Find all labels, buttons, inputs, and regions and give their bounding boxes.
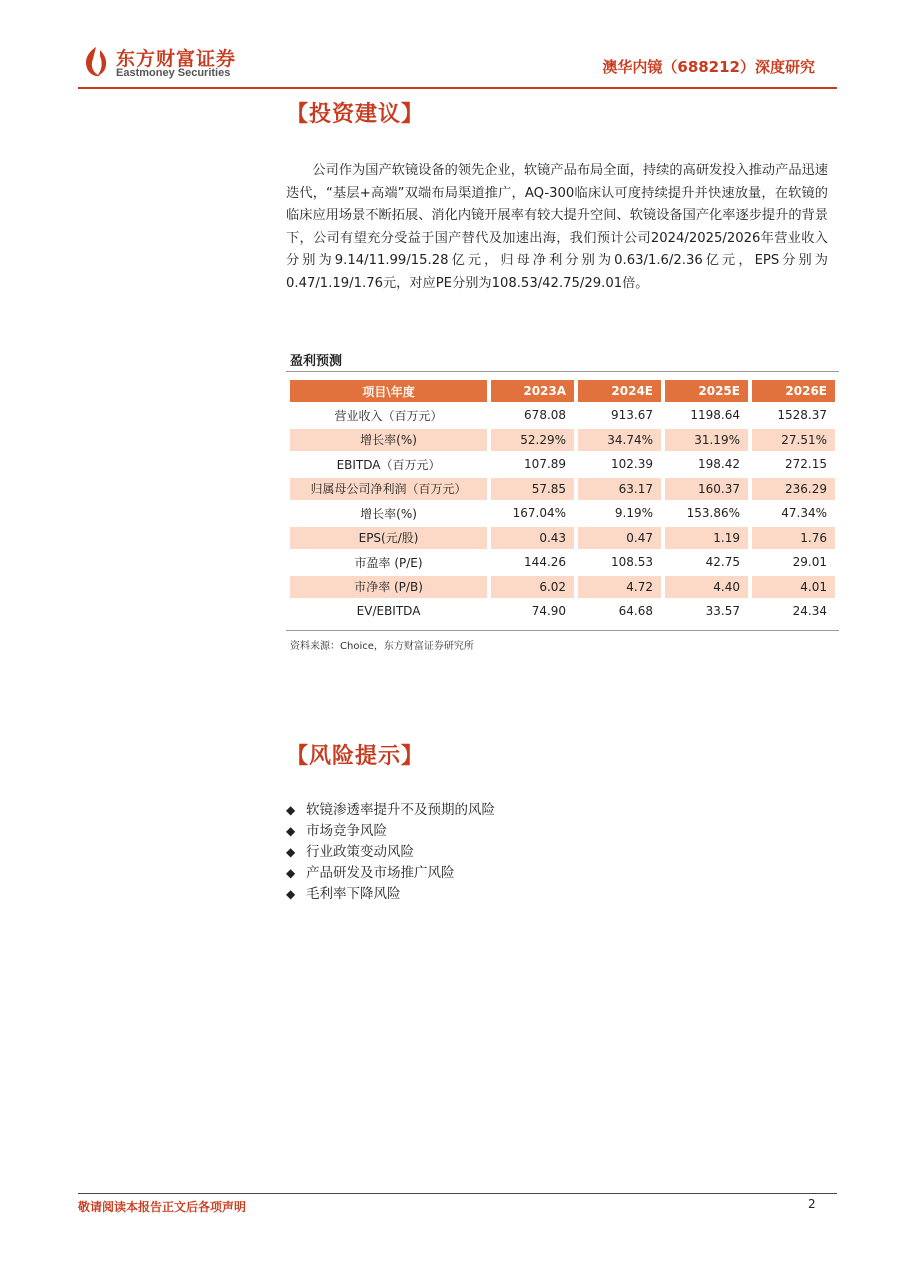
table-cell: 4.40: [665, 576, 748, 599]
table-source-note: 资料来源：Choice，东方财富证券研究所: [290, 641, 474, 652]
header-cell-2024e: 2024E: [578, 380, 661, 402]
header-cell-2025e: 2025E: [665, 380, 748, 402]
table-cell: 167.04%: [512, 506, 567, 521]
table-cell: 153.86%: [686, 506, 740, 521]
row-label: EPS(元/股): [290, 527, 487, 550]
table-cell: 236.29: [752, 478, 835, 501]
investment-section-title: 【投资建议】: [286, 102, 425, 127]
table-caption: 盈利预测: [290, 354, 343, 369]
table-cell: 42.75: [705, 555, 740, 570]
logo-chinese-text: 东方财富证券: [116, 48, 237, 70]
risk-item-text: 毛利率下降风险: [306, 886, 401, 902]
table-cell: 4.01: [752, 576, 835, 599]
list-item: [286, 863, 495, 884]
table-cell: 29.01: [792, 555, 827, 570]
table-cell: 24.34: [792, 604, 827, 619]
diamond-bullet-icon: ◆: [286, 887, 296, 901]
table-row-pe: [290, 551, 835, 574]
table-cell: 1.19: [665, 527, 748, 550]
earnings-forecast-table: [286, 378, 839, 625]
table-cell: 160.37: [665, 478, 748, 501]
disclaimer-note: 敬请阅读本报告正文后各项声明: [78, 1200, 247, 1214]
table-row-pb: [290, 576, 835, 599]
table-cell: 27.51%: [752, 429, 835, 452]
table-cell: 64.68: [618, 604, 654, 619]
risk-item-text: 产品研发及市场推广风险: [306, 865, 455, 881]
row-label: 增长率(%): [290, 429, 487, 452]
table-cell: 9.19%: [614, 506, 654, 521]
logo-english-text: Eastmoney Securities: [116, 67, 231, 79]
header-cell-item: 项目\年度: [290, 380, 487, 402]
table-row-profit-growth: [290, 502, 835, 525]
list-item: [286, 842, 495, 863]
diamond-bullet-icon: ◆: [286, 803, 296, 817]
row-label: EV/EBITDA: [356, 604, 421, 619]
table-cell: 1.76: [752, 527, 835, 550]
table-cell: 1198.64: [690, 408, 740, 423]
risk-section-title: 【风险提示】: [286, 744, 425, 769]
company-logo: [78, 42, 268, 82]
table-cell: 108.53: [611, 555, 654, 570]
table-cell: 0.47: [578, 527, 661, 550]
row-label: 归属母公司净利润（百万元）: [290, 478, 487, 501]
table-cell: 34.74%: [578, 429, 661, 452]
table-cell: 63.17: [578, 478, 661, 501]
list-item: [286, 821, 495, 842]
table-cell: 1528.37: [777, 408, 827, 423]
diamond-bullet-icon: ◆: [286, 824, 296, 838]
row-label: EBITDA（百万元）: [336, 457, 441, 472]
table-cell: 33.57: [705, 604, 740, 619]
risk-item-text: 软镜渗透率提升不及预期的风险: [306, 802, 495, 818]
header-divider: [78, 87, 837, 89]
diamond-bullet-icon: ◆: [286, 845, 296, 859]
table-cell: 107.89: [524, 457, 567, 472]
header-cell-2023a: 2023A: [491, 380, 574, 402]
eastmoney-logo-icon: [78, 44, 114, 80]
table-cell: 678.08: [524, 408, 567, 423]
table-cell: 52.29%: [491, 429, 574, 452]
row-label: 营业收入（百万元）: [334, 408, 443, 423]
footer-divider: [78, 1193, 837, 1194]
table-cell: 198.42: [697, 457, 740, 472]
table-cell: 144.26: [524, 555, 567, 570]
table-cell: 272.15: [785, 457, 827, 472]
table-cell: 31.19%: [665, 429, 748, 452]
investment-paragraph: 公司作为国产软镜设备的领先企业，软镜产品布局全面，持续的高研发投入推动产品迅速迭代，“基层+高端”双端布局渠道推广，AQ-300临床认可度持续提升并快速放量，在软镜的临床应用场景不断拓展、消化内镜开展率有较大提升空间、软镜设备国产化率逐步提升的背景下，公司有望充分受益于国产替代及加速出海，我们预计公司2024/2025/2026年营业收入分别为9.14/11.99/15.28亿元，归母净利分别为0.63/1.6/2.36亿元，EPS分别为0.47/1.19/1.76元，对应PE分别为108.53/42.75/29.01倍。: [286, 163, 828, 291]
table-row-ev-ebitda: [290, 600, 835, 623]
row-label: 增长率(%): [360, 506, 417, 521]
table-bottom-rule: [286, 630, 839, 631]
table-cell: 57.85: [491, 478, 574, 501]
row-label: 市盈率 (P/E): [354, 555, 423, 570]
table-row-revenue: [290, 404, 835, 427]
list-item: [286, 800, 495, 821]
header-cell-2026e: 2026E: [752, 380, 835, 402]
risk-item-text: 行业政策变动风险: [306, 844, 414, 860]
table-header-row: [290, 380, 835, 402]
risk-item-text: 市场竞争风险: [306, 823, 387, 839]
table-row-revenue-growth: [290, 429, 835, 452]
table-top-rule: [286, 371, 839, 372]
page-number: 2: [808, 1197, 816, 1211]
table-row-eps: [290, 527, 835, 550]
table-cell: 74.90: [531, 604, 567, 619]
table-cell: 913.67: [611, 408, 654, 423]
table-row-ebitda: [290, 453, 835, 476]
table-cell: 0.43: [491, 527, 574, 550]
table-cell: 102.39: [611, 457, 654, 472]
list-item: [286, 884, 495, 905]
row-label: 市净率 (P/B): [290, 576, 487, 599]
report-title: 澳华内镜（688212）深度研究: [602, 58, 815, 76]
table-cell: 4.72: [578, 576, 661, 599]
table-cell: 6.02: [491, 576, 574, 599]
diamond-bullet-icon: ◆: [286, 866, 296, 880]
table-cell: 47.34%: [781, 506, 827, 521]
risk-list: [286, 800, 495, 905]
table-row-net-profit: [290, 478, 835, 501]
